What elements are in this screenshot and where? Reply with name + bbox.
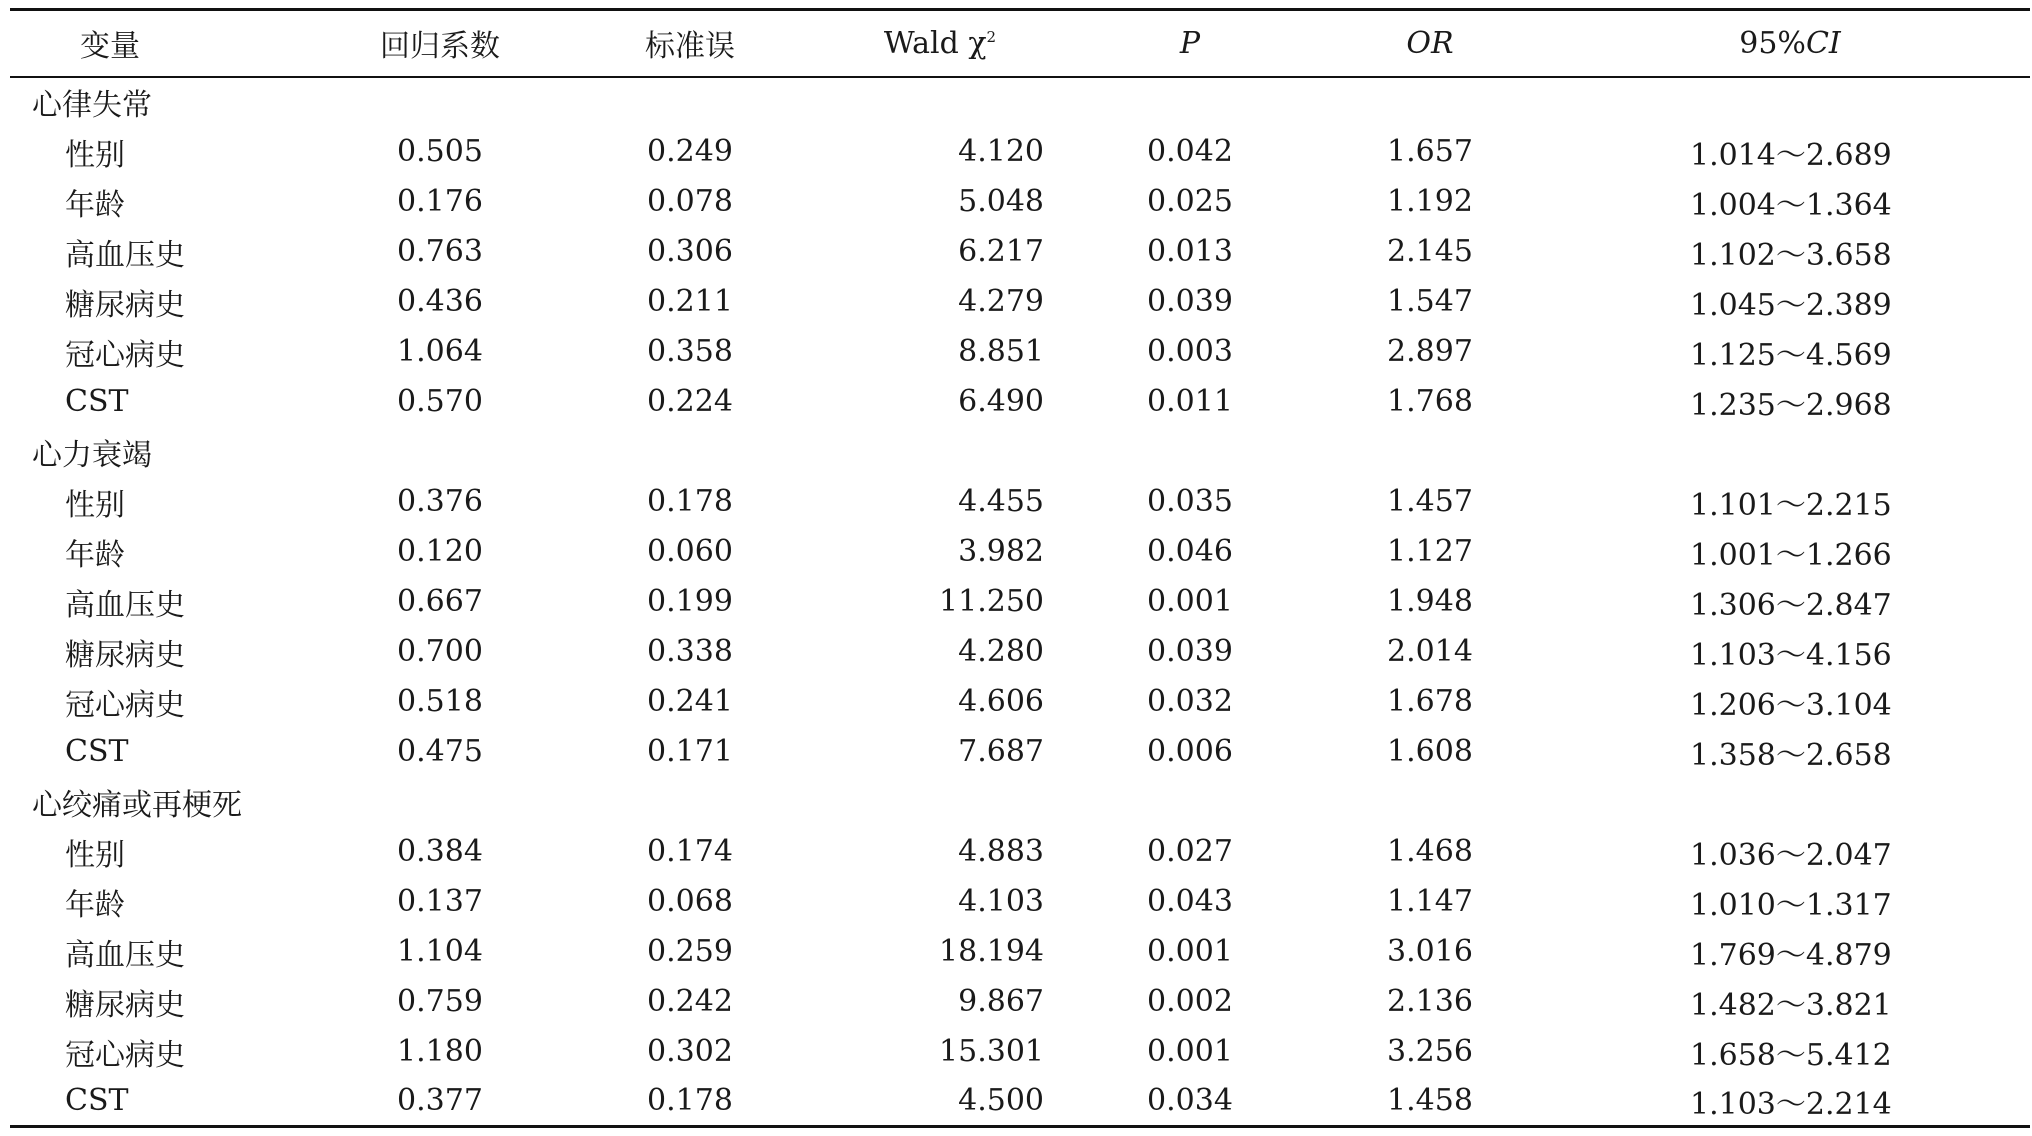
cell-ci: 1.658～5.412 — [1690, 1037, 1892, 1073]
cell-wald: 11.250 — [939, 584, 1044, 619]
cell-p: 0.032 — [1147, 684, 1233, 719]
cell-label: 性别 — [65, 137, 125, 173]
cell-label: CST — [65, 384, 129, 419]
cell-wald: 15.301 — [939, 1034, 1044, 1069]
cell-p: 0.001 — [1147, 934, 1233, 969]
cell-or: 1.468 — [1387, 834, 1473, 869]
cell-wald: 3.982 — [958, 534, 1044, 569]
cell-wald: 4.120 — [958, 134, 1044, 169]
cell-coef: 0.384 — [397, 834, 483, 869]
cell-coef: 0.763 — [397, 234, 483, 269]
cell-coef: 0.759 — [397, 984, 483, 1019]
cell-label: 性别 — [65, 487, 125, 523]
cell-label: 高血压史 — [65, 237, 185, 273]
header-wald — [810, 10, 1070, 77]
cell-or: 1.678 — [1387, 684, 1473, 719]
header-ci-italic: CI — [1805, 25, 1841, 61]
cell-ci: 1.010～1.317 — [1690, 887, 1892, 923]
cell-p: 0.034 — [1147, 1083, 1233, 1119]
cell-se: 0.174 — [647, 834, 733, 869]
cell-se: 0.060 — [647, 534, 733, 569]
table-row — [10, 227, 2030, 277]
cell-p: 0.001 — [1147, 584, 1233, 619]
cell-ci: 1.358～2.658 — [1690, 737, 1892, 773]
cell-or: 2.014 — [1387, 634, 1473, 669]
cell-coef: 0.436 — [397, 284, 483, 319]
group-row — [10, 77, 2030, 127]
table-row — [10, 327, 2030, 377]
cell-ci: 1.206～3.104 — [1690, 687, 1892, 723]
table-row — [10, 977, 2030, 1027]
cell-se: 0.358 — [647, 334, 733, 369]
cell-coef: 0.475 — [397, 734, 483, 769]
cell-or: 1.657 — [1387, 134, 1473, 169]
cell-p: 0.043 — [1147, 884, 1233, 919]
cell-ci: 1.306～2.847 — [1690, 587, 1892, 623]
table-row — [10, 927, 2030, 977]
table-row — [10, 577, 2030, 627]
cell-coef: 0.700 — [397, 634, 483, 669]
cell-p: 0.006 — [1147, 734, 1233, 769]
cell-coef: 0.176 — [397, 184, 483, 219]
cell-coef: 0.137 — [397, 884, 483, 919]
table-row — [10, 177, 2030, 227]
cell-label: 糖尿病史 — [65, 287, 185, 323]
cell-or: 1.457 — [1387, 484, 1473, 519]
cell-wald: 4.280 — [958, 634, 1044, 669]
cell-wald: 18.194 — [939, 934, 1044, 969]
cell-or: 3.256 — [1387, 1034, 1473, 1069]
cell-ci: 1.102～3.658 — [1690, 237, 1892, 273]
header-wald-sup: 2 — [986, 27, 997, 46]
table-row — [10, 527, 2030, 577]
cell-wald: 9.867 — [958, 984, 1044, 1019]
cell-se: 0.078 — [647, 184, 733, 219]
table-body — [10, 77, 2030, 1127]
table-row — [10, 877, 2030, 927]
cell-label: 年龄 — [65, 887, 125, 923]
cell-label: CST — [65, 1083, 129, 1119]
table-row — [10, 127, 2030, 177]
cell-coef: 0.518 — [397, 684, 483, 719]
cell-or: 3.016 — [1387, 934, 1473, 969]
cell-p: 0.025 — [1147, 184, 1233, 219]
cell-wald: 6.217 — [958, 234, 1044, 269]
cell-coef: 1.064 — [397, 334, 483, 369]
cell-coef: 1.104 — [397, 934, 483, 969]
table-row — [10, 827, 2030, 877]
cell-ci: 1.036～2.047 — [1690, 837, 1892, 873]
regression-table — [10, 8, 2030, 1128]
cell-ci: 1.101～2.215 — [1690, 487, 1892, 523]
group-row — [10, 777, 2030, 827]
cell-ci: 1.014～2.689 — [1690, 137, 1892, 173]
cell-label: 年龄 — [65, 537, 125, 573]
cell-or: 1.608 — [1387, 734, 1473, 769]
cell-coef: 0.505 — [397, 134, 483, 169]
header-ci — [1550, 10, 2030, 77]
cell-p: 0.035 — [1147, 484, 1233, 519]
cell-ci: 1.001～1.266 — [1690, 537, 1892, 573]
cell-se: 0.241 — [647, 684, 733, 719]
cell-se: 0.199 — [647, 584, 733, 619]
cell-se: 0.302 — [647, 1034, 733, 1069]
table-row — [10, 1027, 2030, 1077]
cell-or: 1.948 — [1387, 584, 1473, 619]
header-coef: 回归系数 — [380, 29, 500, 65]
cell-wald: 4.606 — [958, 684, 1044, 719]
cell-ci: 1.482～3.821 — [1690, 987, 1892, 1023]
cell-p: 0.046 — [1147, 534, 1233, 569]
header-variable: 变量 — [80, 29, 140, 65]
header-or: OR — [1406, 25, 1454, 61]
cell-or: 1.127 — [1387, 534, 1473, 569]
cell-p: 0.002 — [1147, 984, 1233, 1019]
cell-se: 0.242 — [647, 984, 733, 1019]
cell-label: 冠心病史 — [65, 687, 185, 723]
cell-p: 0.042 — [1147, 134, 1233, 169]
cell-coef: 1.180 — [397, 1034, 483, 1069]
cell-coef: 0.377 — [397, 1083, 483, 1119]
cell-wald: 8.851 — [958, 334, 1044, 369]
group-title: 心力衰竭 — [32, 437, 152, 473]
cell-se: 0.068 — [647, 884, 733, 919]
cell-label: 高血压史 — [65, 587, 185, 623]
cell-label: 年龄 — [65, 187, 125, 223]
cell-wald: 5.048 — [958, 184, 1044, 219]
cell-coef: 0.667 — [397, 584, 483, 619]
cell-ci: 1.103～2.214 — [1690, 1086, 1892, 1122]
cell-label: 高血压史 — [65, 937, 185, 973]
cell-label: 糖尿病史 — [65, 987, 185, 1023]
table-row — [10, 1077, 2030, 1127]
cell-ci: 1.004～1.364 — [1690, 187, 1892, 223]
cell-label: 性别 — [65, 837, 125, 873]
table-row — [10, 477, 2030, 527]
cell-or: 2.897 — [1387, 334, 1473, 369]
table-row — [10, 277, 2030, 327]
cell-ci: 1.103～4.156 — [1690, 637, 1892, 673]
table-row — [10, 377, 2030, 427]
header-wald-text: Wald χ — [883, 25, 987, 61]
cell-p: 0.001 — [1147, 1034, 1233, 1069]
cell-or: 1.458 — [1387, 1083, 1473, 1119]
cell-coef: 0.376 — [397, 484, 483, 519]
cell-coef: 0.570 — [397, 384, 483, 419]
cell-se: 0.338 — [647, 634, 733, 669]
cell-label: 冠心病史 — [65, 337, 185, 373]
header-se: 标准误 — [645, 29, 735, 65]
cell-se: 0.249 — [647, 134, 733, 169]
cell-ci: 1.235～2.968 — [1690, 387, 1892, 423]
cell-se: 0.259 — [647, 934, 733, 969]
header-row — [10, 10, 2030, 77]
cell-label: CST — [65, 734, 129, 769]
cell-p: 0.027 — [1147, 834, 1233, 869]
cell-wald: 4.455 — [958, 484, 1044, 519]
cell-p: 0.003 — [1147, 334, 1233, 369]
cell-label: 冠心病史 — [65, 1037, 185, 1073]
cell-p: 0.011 — [1147, 384, 1233, 419]
header-ci-prefix: 95% — [1739, 25, 1806, 61]
group-title: 心绞痛或再梗死 — [32, 787, 242, 823]
cell-or: 2.145 — [1387, 234, 1473, 269]
cell-se: 0.171 — [647, 734, 733, 769]
cell-ci: 1.769～4.879 — [1690, 937, 1892, 973]
cell-label: 糖尿病史 — [65, 637, 185, 673]
cell-wald: 4.500 — [958, 1083, 1044, 1119]
group-title: 心律失常 — [32, 88, 152, 123]
cell-p: 0.039 — [1147, 634, 1233, 669]
cell-wald: 4.279 — [958, 284, 1044, 319]
table-row — [10, 627, 2030, 677]
header-p: P — [1179, 25, 1201, 61]
cell-se: 0.224 — [647, 384, 733, 419]
cell-wald: 6.490 — [958, 384, 1044, 419]
cell-or: 1.768 — [1387, 384, 1473, 419]
cell-wald: 4.103 — [958, 884, 1044, 919]
cell-se: 0.211 — [647, 284, 733, 319]
cell-p: 0.013 — [1147, 234, 1233, 269]
cell-wald: 4.883 — [958, 834, 1044, 869]
cell-or: 1.192 — [1387, 184, 1473, 219]
cell-wald: 7.687 — [958, 734, 1044, 769]
table-header — [10, 10, 2030, 77]
table-row — [10, 727, 2030, 777]
cell-se: 0.178 — [647, 484, 733, 519]
cell-ci: 1.125～4.569 — [1690, 337, 1892, 373]
cell-ci: 1.045～2.389 — [1690, 287, 1892, 323]
group-row — [10, 427, 2030, 477]
cell-or: 2.136 — [1387, 984, 1473, 1019]
table-row — [10, 677, 2030, 727]
cell-coef: 0.120 — [397, 534, 483, 569]
cell-se: 0.306 — [647, 234, 733, 269]
cell-or: 1.547 — [1387, 284, 1473, 319]
cell-se: 0.178 — [647, 1083, 733, 1119]
cell-or: 1.147 — [1387, 884, 1473, 919]
cell-p: 0.039 — [1147, 284, 1233, 319]
